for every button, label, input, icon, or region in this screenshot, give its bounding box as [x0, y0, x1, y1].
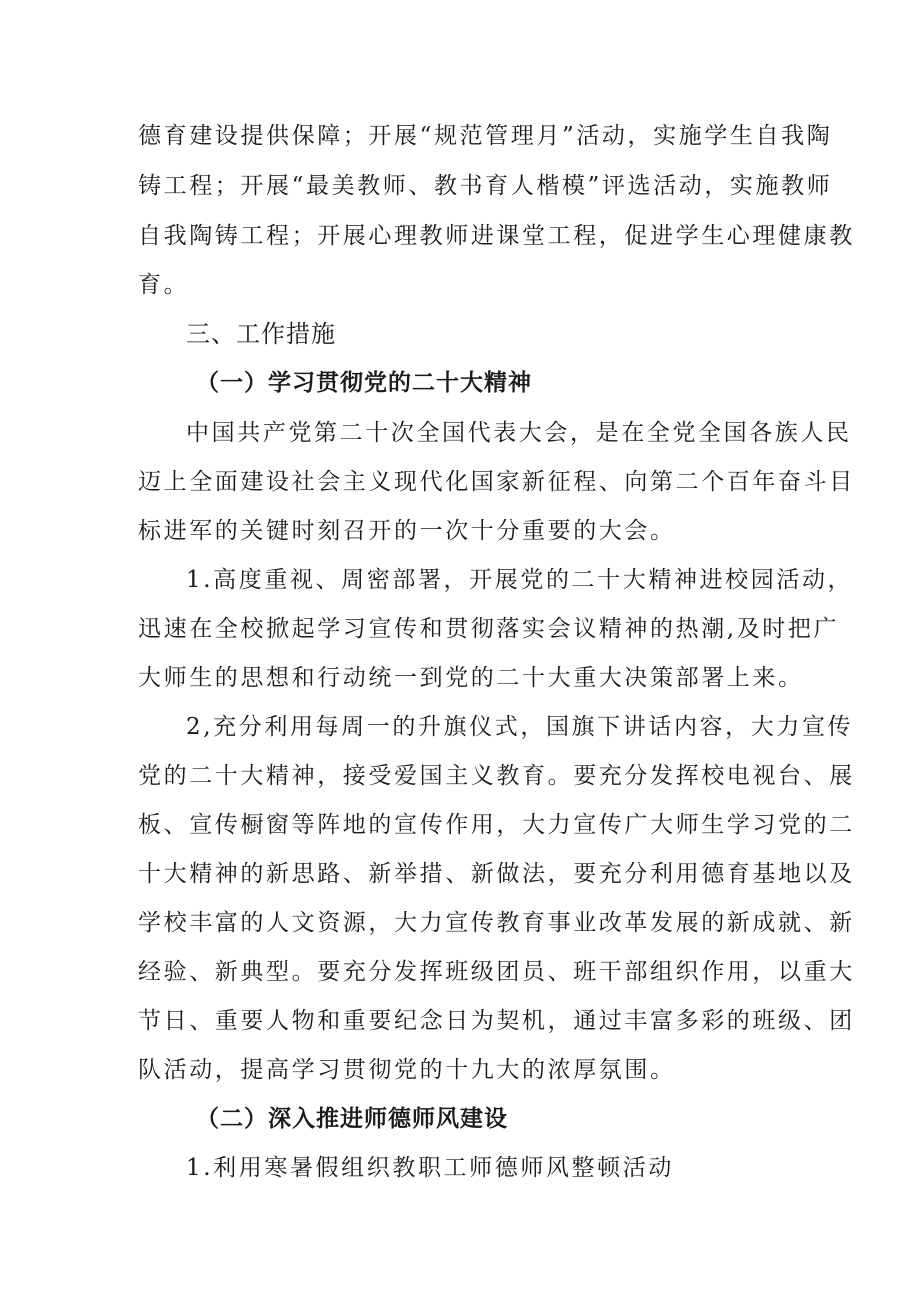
paragraph-line: 2,充分利用每周一的升旗仪式，国旗下讲话内容，大力宣传 [186, 714, 854, 740]
paragraph-line: 中国共产党第二十次全国代表大会，是在全党全国各族人民 [186, 420, 852, 446]
paragraph-line: 板、宣传橱窗等阵地的宣传作用，大力宣传广大师生学习党的二 [138, 812, 855, 838]
paragraph-line: 大师生的思想和行动统一到党的二十大重大决策部署上来。 [138, 665, 804, 691]
paragraph-line: 标进军的关键时刻召开的一次十分重要的大会。 [138, 518, 676, 544]
paragraph-line: 队活动，提高学习贯彻党的十九大的浓厚氛围。 [138, 1057, 676, 1083]
paragraph-line: 迈上全面建设社会主义现代化国家新征程、向第二个百年奋斗目 [138, 469, 855, 495]
paragraph-line: 迅速在全校掀起学习宣传和贯彻落实会议精神的热潮,及时把广 [138, 616, 840, 642]
paragraph-line: 铸工程；开展“最美教师、教书育人楷模”评选活动，实施教师 [138, 173, 833, 199]
paragraph-line: 党的二十大精神，接受爱国主义教育。要充分发挥校电视台、展 [138, 763, 855, 789]
subsection-heading: （二）深入推进师德师风建设 [196, 1106, 508, 1132]
paragraph-line: 德育建设提供保障；开展“规范管理月”活动，实施学生自我陶 [138, 123, 833, 149]
paragraph-line: 自我陶铸工程；开展心理教师进课堂工程，促进学生心理健康教 [138, 223, 855, 249]
paragraph-line: 1.利用寒暑假组织教职工师德师风整顿活动 [186, 1155, 674, 1181]
paragraph-line: 1.高度重视、周密部署，开展党的二十大精神进校园活动， [186, 567, 854, 593]
paragraph-line: 节日、重要人物和重要纪念日为契机，通过丰富多彩的班级、团 [138, 1008, 855, 1034]
paragraph-line: 经验、新典型。要充分发挥班级团员、班干部组织作用，以重大 [138, 959, 855, 985]
paragraph-line: 育。 [138, 272, 190, 298]
section-heading: 三、工作措施 [186, 320, 336, 348]
paragraph-line: 十大精神的新思路、新举措、新做法，要充分利用德育基地以及 [138, 861, 855, 887]
paragraph-line: 学校丰富的人文资源，大力宣传教育事业改革发展的新成就、新 [138, 910, 855, 936]
subsection-heading: （一）学习贯彻党的二十大精神 [196, 370, 532, 396]
